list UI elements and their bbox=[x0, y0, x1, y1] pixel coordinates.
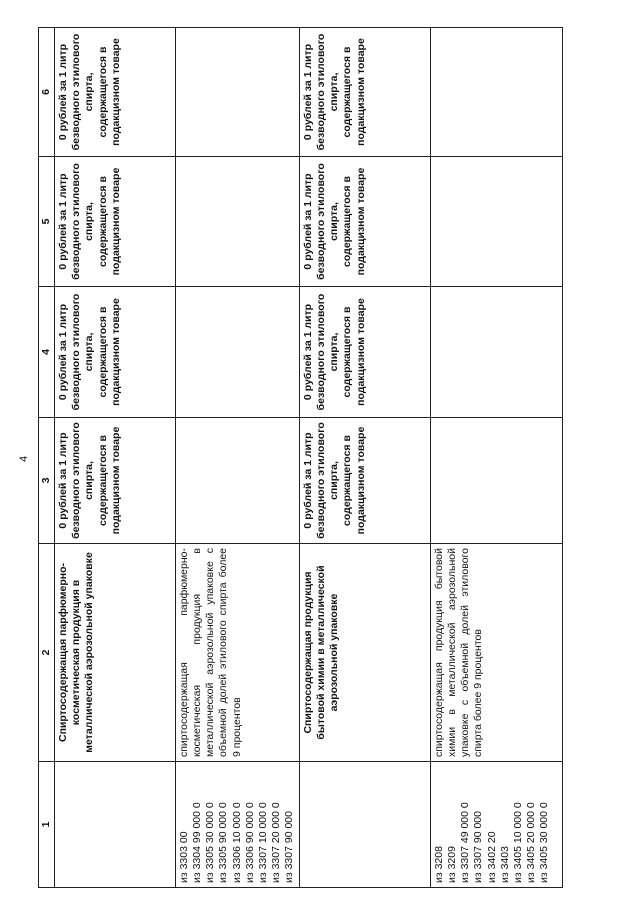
rate-cell-empty bbox=[431, 157, 563, 287]
tnved-code: из 3208 bbox=[433, 846, 446, 883]
tnved-code: из 3305 30 000 0 bbox=[204, 802, 217, 883]
page-number: 4 bbox=[18, 455, 30, 462]
column-header-2: 2 bbox=[39, 544, 55, 762]
code-cell-empty bbox=[300, 762, 431, 888]
tnved-code: из 3306 10 000 0 bbox=[230, 802, 243, 883]
column-header-4: 4 bbox=[39, 287, 55, 418]
rate-cell: 0 рублей за 1 литр безводного этилового спирта, содержащегося в подакцизном товаре bbox=[55, 157, 176, 287]
column-header-1: 1 bbox=[39, 762, 55, 888]
tnved-code: из 3405 20 000 0 bbox=[524, 802, 537, 883]
rate-cell-empty bbox=[176, 157, 300, 287]
rate-cell: 0 рублей за 1 литр безводного этилового спирта, содержащегося в подакцизном товаре bbox=[55, 28, 176, 157]
product-category-name: Спиртосодержащая парфюмерно-косметическая продукция в металлической аэрозольной упаковке bbox=[55, 544, 176, 762]
table-row bbox=[55, 28, 176, 888]
tnved-code: из 3306 90 000 0 bbox=[243, 802, 256, 883]
rate-cell-empty bbox=[176, 28, 300, 157]
table-row bbox=[176, 28, 300, 888]
rate-cell-empty bbox=[431, 287, 563, 418]
rotated-table-container bbox=[38, 28, 563, 888]
product-description: спиртосодержащая продукция бытовой химии в металлической аэрозольной упаковке с объемной долей этилового спирта более 9 процентов bbox=[431, 544, 563, 762]
table-header-row bbox=[39, 28, 55, 888]
column-header-5: 5 bbox=[39, 157, 55, 287]
tnved-code: из 3209 bbox=[446, 846, 459, 883]
rate-cell: 0 рублей за 1 литр безводного этилового спирта, содержащегося в подакцизном товаре bbox=[55, 287, 176, 418]
rate-cell-empty bbox=[176, 418, 300, 544]
tnved-code: из 3307 90 000 bbox=[283, 811, 296, 883]
tnved-code: из 3305 90 000 0 bbox=[217, 802, 230, 883]
rate-cell: 0 рублей за 1 литр безводного этилового спирта, содержащегося в подакцизном товаре bbox=[300, 287, 431, 418]
table-row bbox=[431, 28, 563, 888]
column-header-6: 6 bbox=[39, 28, 55, 157]
product-category-name: Спиртосодержащая продукция бытовой химии в металлической аэрозольной упаковке bbox=[300, 544, 431, 762]
tnved-code: из 3405 30 000 0 bbox=[538, 802, 551, 883]
rate-cell: 0 рублей за 1 литр безводного этилового спирта, содержащегося в подакцизном товаре bbox=[300, 28, 431, 157]
tnved-code: из 3304 99 000 0 bbox=[191, 802, 204, 883]
tnved-code: из 3307 10 000 0 bbox=[256, 802, 269, 883]
rate-cell: 0 рублей за 1 литр безводного этилового спирта, содержащегося в подакцизном товаре bbox=[300, 157, 431, 287]
rate-cell-empty bbox=[431, 28, 563, 157]
column-header-3: 3 bbox=[39, 418, 55, 544]
excise-rate-table bbox=[38, 27, 563, 888]
tnved-code: из 3403 bbox=[498, 846, 511, 883]
tnved-code: из 3307 20 000 0 bbox=[269, 802, 282, 883]
tnved-code: из 3405 10 000 0 bbox=[511, 802, 524, 883]
tnved-code: из 3307 90 000 bbox=[472, 811, 485, 883]
rate-cell-empty bbox=[431, 418, 563, 544]
tnved-code-list bbox=[176, 762, 300, 888]
code-cell-empty bbox=[55, 762, 176, 888]
tnved-code: из 3303 00 bbox=[178, 831, 191, 883]
rate-cell: 0 рублей за 1 литр безводного этилового спирта, содержащегося в подакцизном товаре bbox=[300, 418, 431, 544]
tnved-code-list bbox=[431, 762, 563, 888]
rate-cell-empty bbox=[176, 287, 300, 418]
tnved-code: из 3402 20 bbox=[485, 831, 498, 883]
rate-cell: 0 рублей за 1 литр безводного этилового спирта, содержащегося в подакцизном товаре bbox=[55, 418, 176, 544]
product-description: спиртосодержащая парфюмерно-косметическая продукция в металлической аэрозольной упаковке с объемной долей этилового спирта более 9 процентов bbox=[176, 544, 300, 762]
table-row bbox=[300, 28, 431, 888]
tnved-code: из 3307 49 000 0 bbox=[459, 802, 472, 883]
